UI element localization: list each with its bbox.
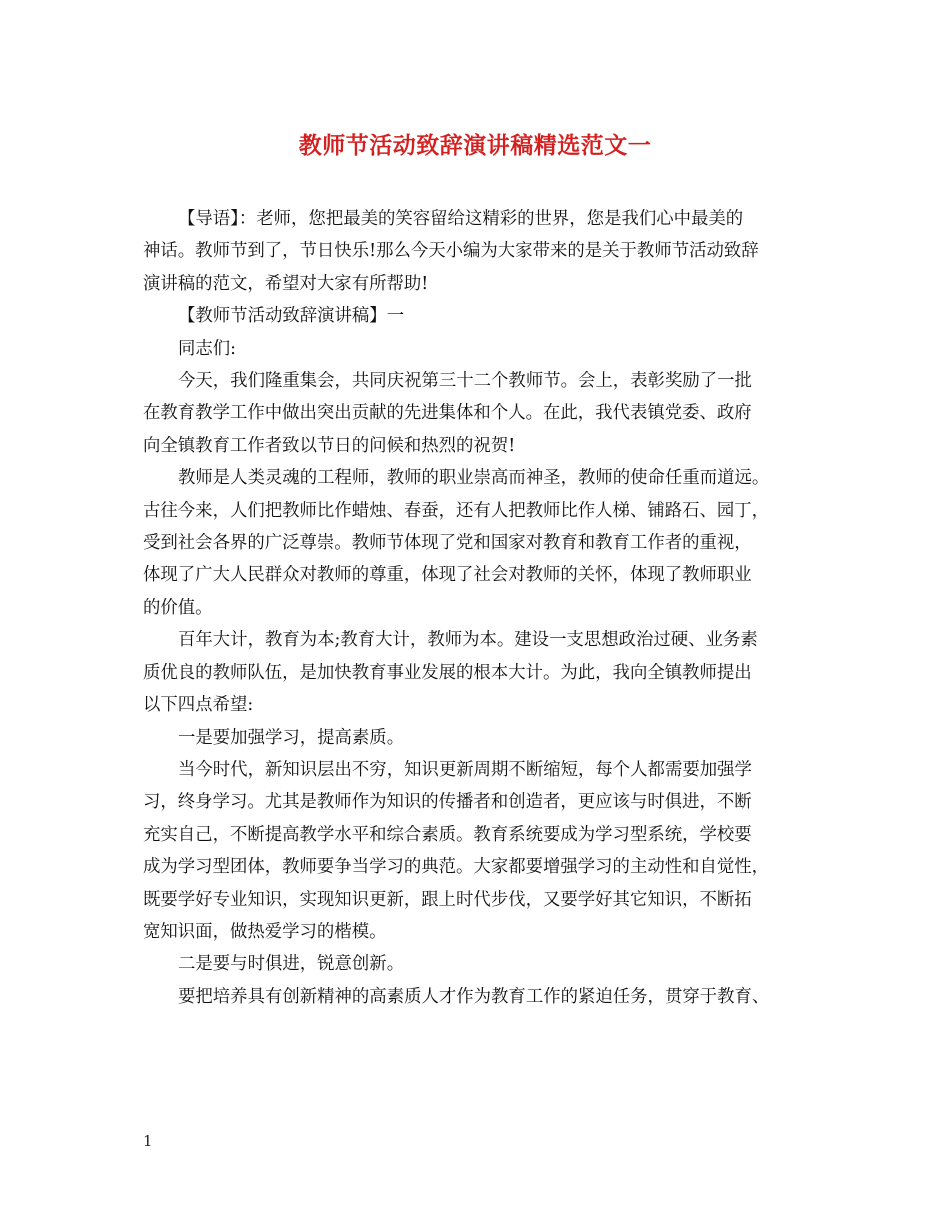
text-line: 要把培养具有创新精神的高素质人才作为教育工作的紧迫任务，贯穿于教育、 — [178, 986, 770, 1007]
text-line: 当今时代，新知识层出不穷，知识更新周期不断缩短，每个人都需要加强学 — [178, 759, 752, 780]
paragraph-point-heading — [143, 722, 827, 754]
text-line: 古往今来，人们把教师比作蜡烛、春蚕，还有人把教师比作人梯、铺路石、园丁， — [143, 500, 770, 521]
text-line: 习，终身学习。尤其是教师作为知识的传播者和创造者，更应该与时俱进，不断 — [143, 792, 752, 813]
text-line: 【教师节活动致辞演讲稿】一 — [178, 306, 405, 327]
text-line: 向全镇教育工作者致以节日的问候和热烈的祝贺! — [143, 435, 516, 456]
text-line: 体现了广大人民群众对教师的尊重，体现了社会对教师的关怀，体现了教师职业 — [143, 565, 752, 586]
paragraph-section-heading — [143, 300, 827, 332]
text-line: 质优良的教师队伍，是加快教育事业发展的根本大计。为此，我向全镇教师提出 — [143, 662, 752, 683]
document-body — [143, 203, 827, 1013]
text-line: 受到社会各界的广泛尊崇。教师节体现了党和国家对教育和教育工作者的重视， — [143, 533, 752, 554]
text-line: 的价值。 — [143, 597, 213, 618]
text-line: 神话。教师节到了，节日快乐!那么今天小编为大家带来的是关于教师节活动致辞 — [143, 241, 759, 262]
paragraph-point-heading — [143, 948, 827, 980]
page-number: 1 — [143, 1132, 153, 1150]
text-line: 既要学好专业知识，实现知识更新，跟上时代步伐，又要学好其它知识，不断拓 — [143, 889, 752, 910]
paragraph — [143, 754, 827, 948]
paragraph-intro — [143, 203, 827, 300]
text-line: 今天，我们隆重集会，共同庆祝第三十二个教师节。会上，表彰奖励了一批 — [178, 371, 752, 392]
text-line: 百年大计，教育为本;教育大计，教师为本。建设一支思想政治过硬、业务素 — [178, 630, 758, 651]
paragraph — [143, 624, 827, 721]
paragraph — [143, 462, 827, 624]
text-line: 一是要加强学习，提高素质。 — [178, 727, 405, 748]
text-line: 宽知识面，做热爱学习的楷模。 — [143, 921, 387, 942]
paragraph — [143, 981, 827, 1013]
text-line: 成为学习型团体，教师要争当学习的典范。大家都要增强学习的主动性和自觉性， — [143, 857, 770, 878]
text-line: 以下四点希望: — [143, 695, 254, 716]
text-line: 教师是人类灵魂的工程师，教师的职业崇高而神圣，教师的使命任重而道远。 — [178, 468, 770, 489]
text-line: 【导语】：老师，您把最美的笑容留给这精彩的世界，您是我们心中最美的 — [178, 209, 744, 229]
text-line: 充实自己，不断提高教学水平和综合素质。教育系统要成为学习型系统，学校要 — [143, 824, 752, 845]
paragraph — [143, 365, 827, 462]
paragraph-salutation — [143, 333, 827, 365]
text-line: 同志们: — [178, 338, 237, 359]
text-line: 演讲稿的范文，希望对大家有所帮助! — [143, 273, 429, 294]
document-title: 教师节活动致辞演讲稿精选范文一 — [298, 132, 652, 159]
text-line: 在教育教学工作中做出突出贡献的先进集体和个人。在此，我代表镇党委、政府 — [143, 403, 752, 424]
text-line: 二是要与时俱进，锐意创新。 — [178, 954, 405, 975]
